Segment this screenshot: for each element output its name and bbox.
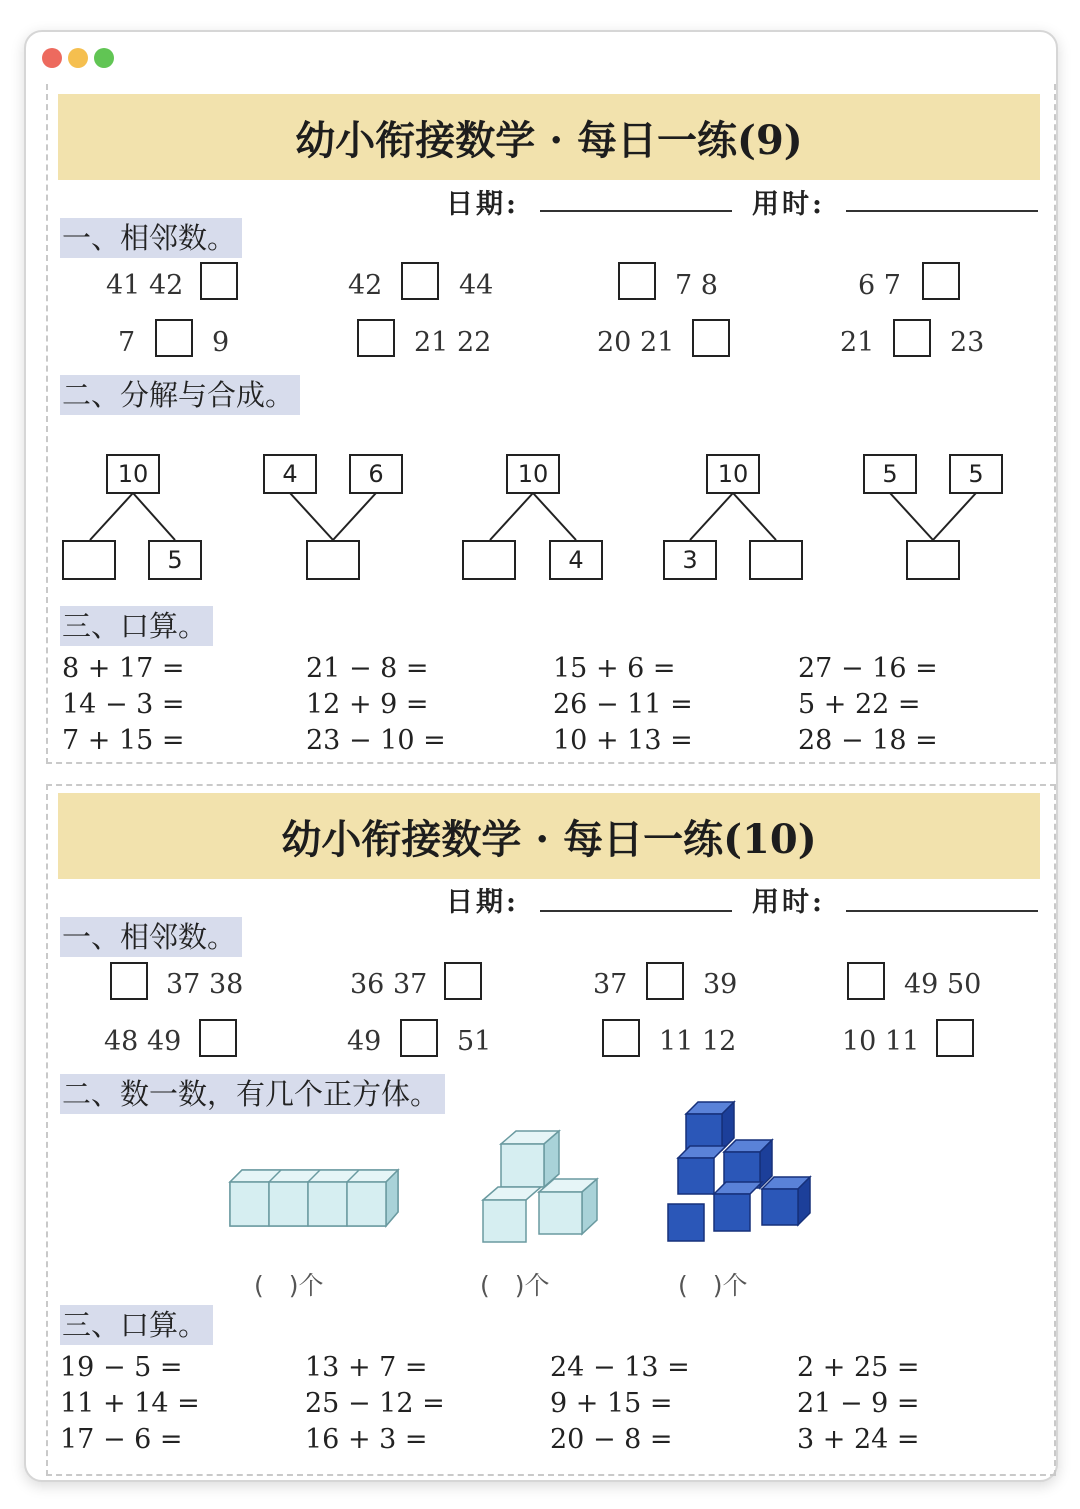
- worksheet-10-title: 幼小衔接数学 · 每日一练(10): [58, 793, 1040, 879]
- bond-whole-box: 10: [106, 454, 160, 494]
- neighbor-number: 9: [212, 327, 230, 358]
- bond-part-box: 3: [663, 540, 717, 580]
- math-problem: 13 + 7 =: [305, 1352, 428, 1383]
- math-problem: 11 + 14 =: [60, 1388, 200, 1419]
- section-title-neighbors: 一、相邻数。: [60, 218, 242, 258]
- math-problem: 25 − 12 =: [305, 1388, 445, 1419]
- neighbor-number: 20 21: [597, 327, 675, 358]
- bond-part-box: 4: [263, 454, 317, 494]
- section-title-neighbors: 一、相邻数。: [60, 917, 242, 957]
- bond-part-box: 5: [148, 540, 202, 580]
- neighbor-number: 49: [347, 1026, 382, 1057]
- neighbor-number: 10 11: [842, 1026, 920, 1057]
- date-label: 日期:: [446, 189, 519, 220]
- math-problem: 2 + 25 =: [797, 1352, 920, 1383]
- section-title-count-cubes: 二、数一数，有几个正方体。: [60, 1074, 445, 1114]
- date-label: 日期:: [446, 887, 519, 918]
- math-problem: 12 + 9 =: [306, 689, 429, 720]
- math-problem: 23 − 10 =: [306, 725, 446, 756]
- count-answer-blank[interactable]: ( )个: [480, 1271, 550, 1300]
- math-problem: 10 + 13 =: [553, 725, 693, 756]
- neighbor-number: 41 42: [106, 270, 184, 301]
- neighbor-number: 44: [459, 270, 494, 301]
- math-problem: 19 − 5 =: [60, 1352, 183, 1383]
- math-problem: 14 − 3 =: [62, 689, 185, 720]
- math-problem: 28 − 18 =: [798, 725, 938, 756]
- neighbor-number: 51: [457, 1026, 492, 1057]
- math-problem: 27 − 16 =: [798, 653, 938, 684]
- cube-pyramid-figure: [668, 1102, 810, 1241]
- math-problem: 16 + 3 =: [305, 1424, 428, 1455]
- neighbor-number: 48 49: [104, 1026, 182, 1057]
- count-answer-blank[interactable]: ( )个: [254, 1271, 324, 1300]
- neighbor-number: 21 22: [414, 327, 492, 358]
- math-problem: 20 − 8 =: [550, 1424, 673, 1455]
- neighbor-number: 36 37: [350, 969, 428, 1000]
- neighbor-number: 37: [593, 969, 628, 1000]
- math-problem: 21 − 9 =: [797, 1388, 920, 1419]
- math-problem: 24 − 13 =: [550, 1352, 690, 1383]
- math-problem: 5 + 22 =: [798, 689, 921, 720]
- neighbor-number: 7: [118, 327, 136, 358]
- math-problem: 21 − 8 =: [306, 653, 429, 684]
- section-title-mental-math: 三、口算。: [60, 1305, 213, 1345]
- bond-part-box: 5: [949, 454, 1003, 494]
- neighbor-number: 21: [840, 327, 875, 358]
- section-title-decompose: 二、分解与合成。: [60, 375, 300, 415]
- neighbor-number: 49 50: [904, 969, 982, 1000]
- worksheet-9-title: 幼小衔接数学 · 每日一练(9): [58, 94, 1040, 180]
- bond-whole-box: 10: [506, 454, 560, 494]
- math-problem: 8 + 17 =: [62, 653, 185, 684]
- bond-whole-box: 10: [706, 454, 760, 494]
- count-answer-blank[interactable]: ( )个: [678, 1271, 748, 1300]
- time-label: 用时:: [752, 189, 825, 220]
- neighbor-number: 42: [348, 270, 383, 301]
- neighbor-number: 7 8: [675, 270, 718, 301]
- math-problem: 15 + 6 =: [553, 653, 676, 684]
- cube-stack-figure: [483, 1131, 597, 1242]
- neighbor-number: 37 38: [166, 969, 244, 1000]
- math-problem: 3 + 24 =: [797, 1424, 920, 1455]
- cube-row-figure: [230, 1170, 398, 1226]
- neighbor-number: 6 7: [858, 270, 901, 301]
- neighbor-number: 23: [950, 327, 985, 358]
- time-label: 用时:: [752, 887, 825, 918]
- math-problem: 9 + 15 =: [550, 1388, 673, 1419]
- math-problem: 17 − 6 =: [60, 1424, 183, 1455]
- section-title-mental-math: 三、口算。: [60, 606, 213, 646]
- bond-part-box: 6: [349, 454, 403, 494]
- math-problem: 26 − 11 =: [553, 689, 693, 720]
- bond-part-box: 5: [863, 454, 917, 494]
- bond-part-box: 4: [549, 540, 603, 580]
- neighbor-number: 11 12: [659, 1026, 737, 1057]
- neighbor-number: 39: [703, 969, 738, 1000]
- math-problem: 7 + 15 =: [62, 725, 185, 756]
